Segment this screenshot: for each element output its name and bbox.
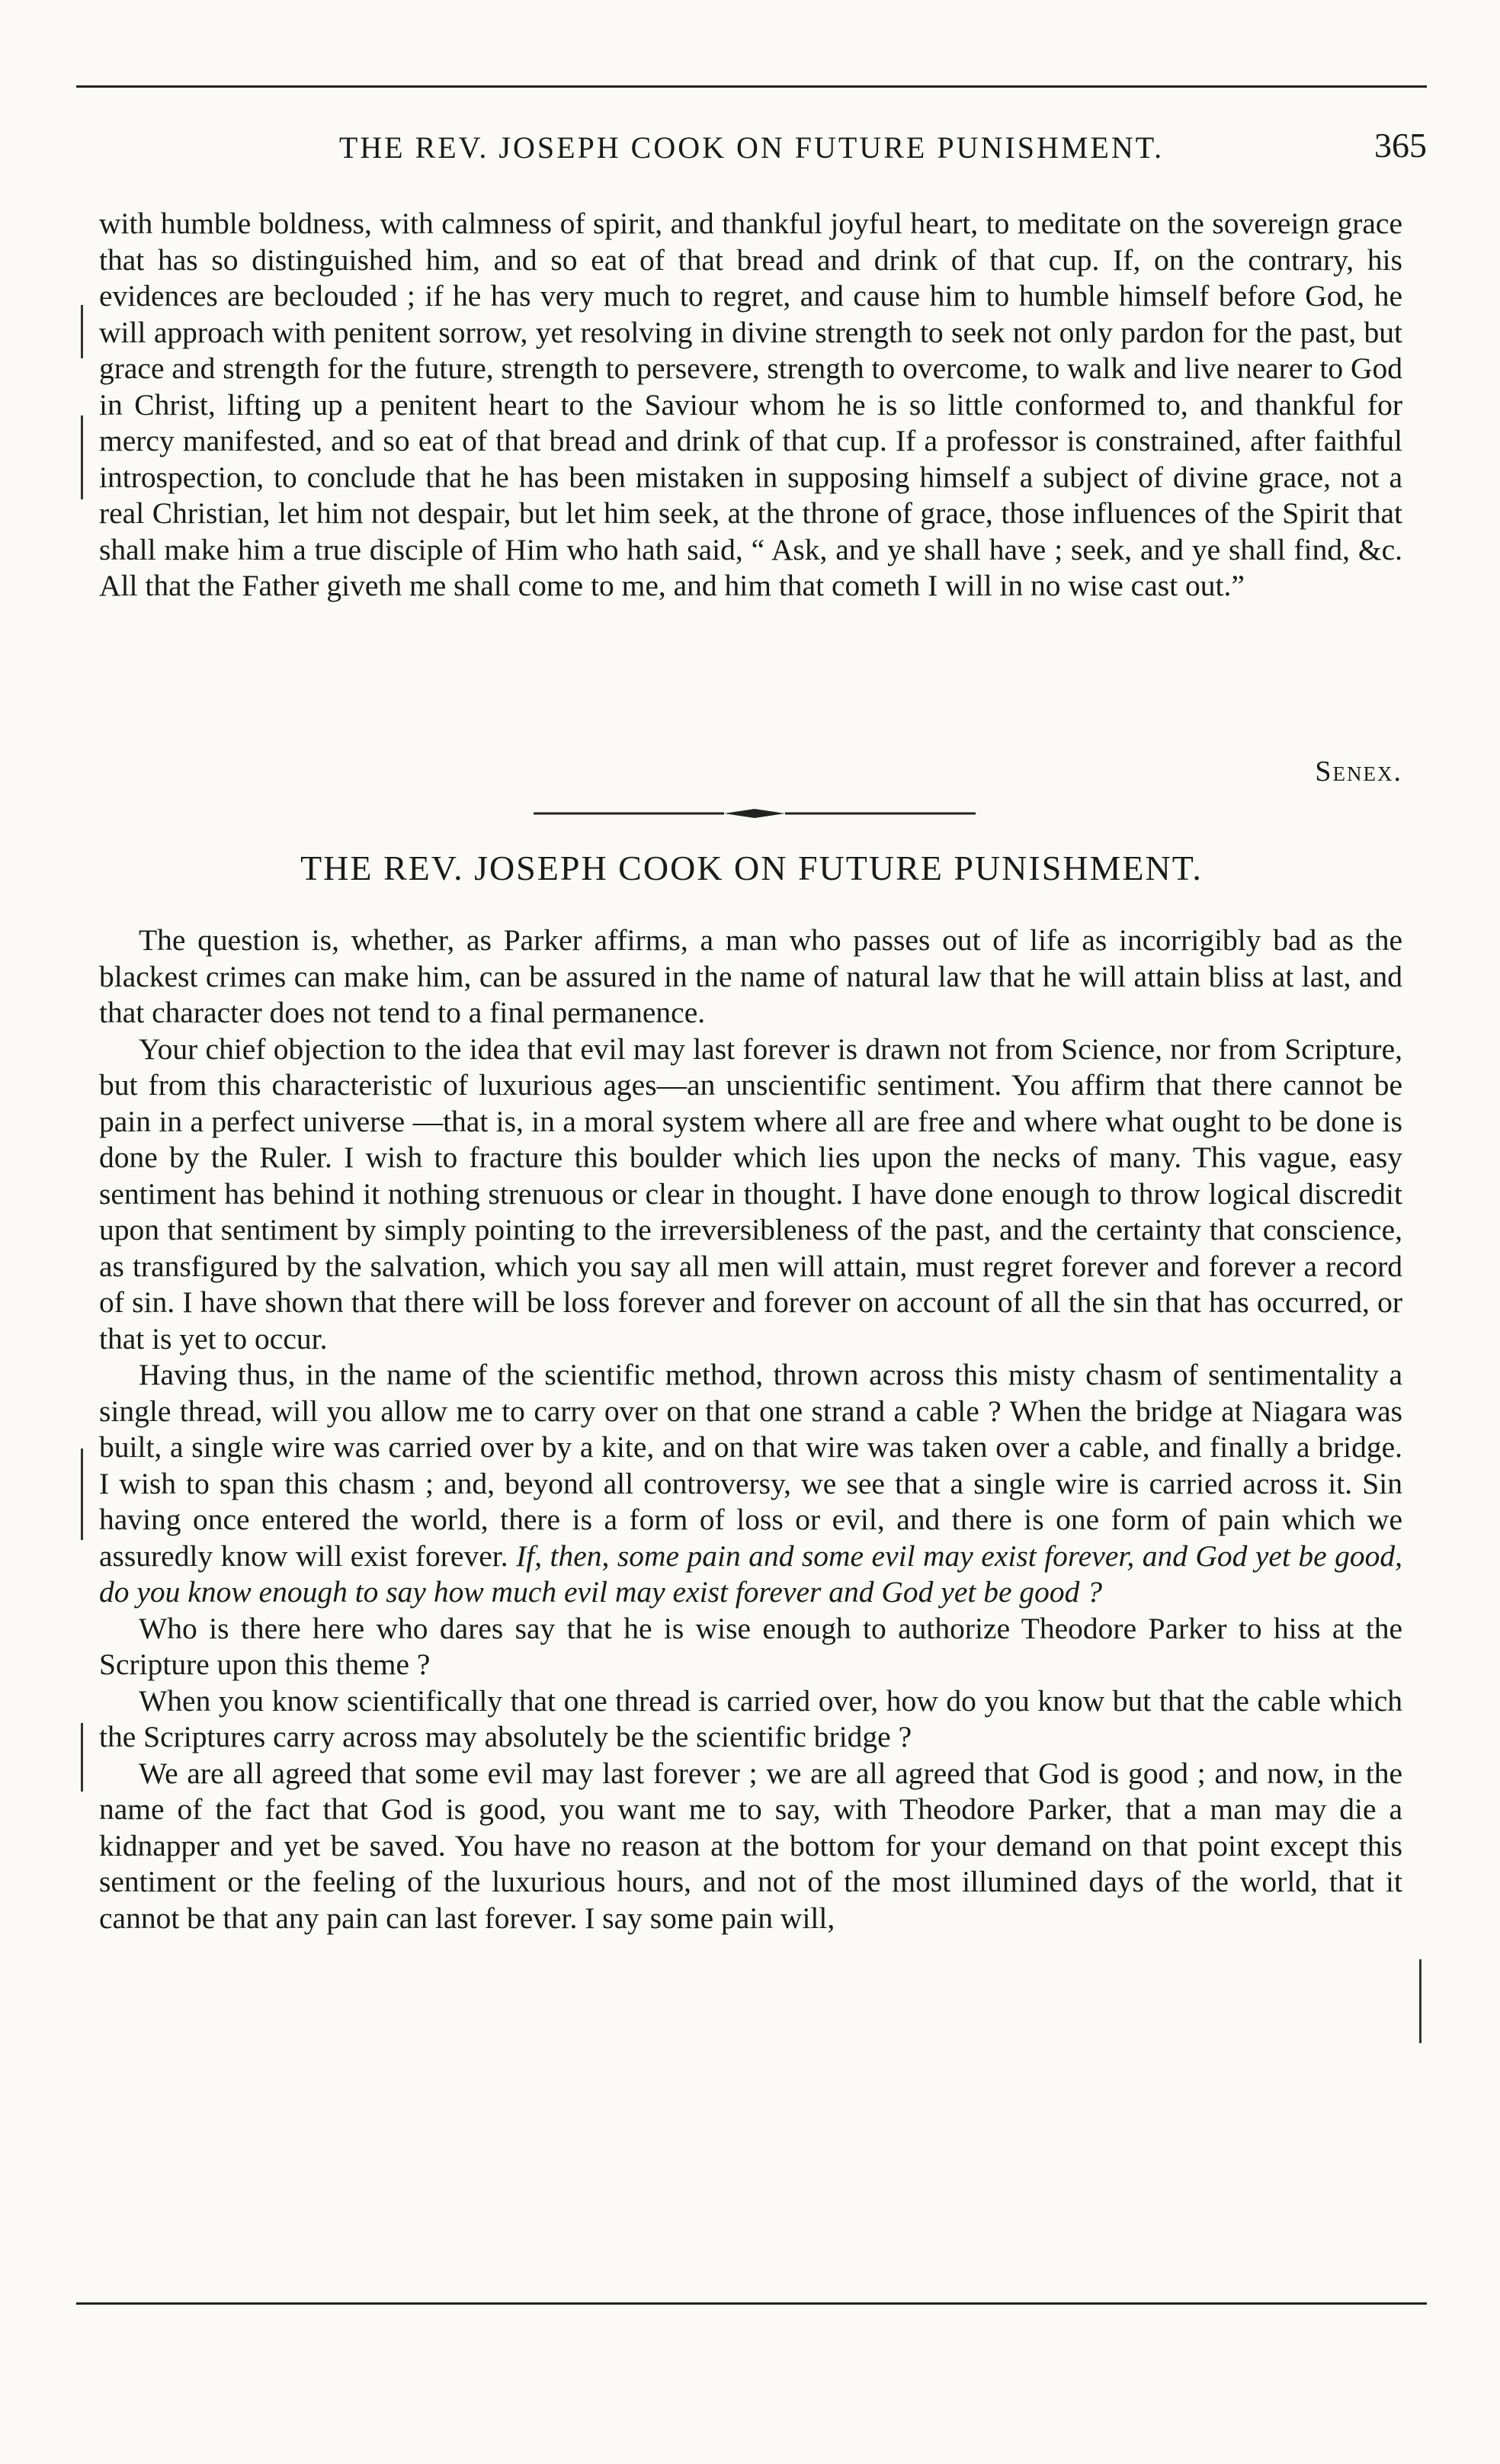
article-paragraph-2: Your chief objection to the idea that evil may last forever is drawn not from Science, nor from Scripture, but from this characteristic of luxurious ages—an unscientific sentiment. You affirm that there cannot be pain in a perfect universe —that is, in a moral system where all are free and where what ought to be done is done by the Ruler. I wish to fracture this boulder which lies upon the necks of many. This vague, easy sentiment has behind it nothing strenuous or clear in thought. I have done enough to throw logical discredit upon that sentiment by simply pointing to the irreversibleness of the past, and the certainty that conscience, as transfigured by the salvation, which you say all men will attain, must regret forever and forever a record of sin. I have shown that there will be loss forever and forever on account of all the sin that has occurred, or that is yet to occur. [99,1031,1402,1356]
header-top-rule [76,85,1427,88]
previous-article-text [99,206,1402,605]
running-title: THE REV. JOSEPH COOK ON FUTURE PUNISHMENT. [338,130,1165,165]
article-paragraph-4: Who is there here who dares say that he is wise enough to authorize Theodore Parker to hiss at the Scripture upon this theme ? [99,1611,1402,1681]
article-paragraph-1: The question is, whether, as Parker affirms, a man who passes out of life as incorrigibly bad as the blackest crimes can make him, can be assured in the name of natural law that he will attain bliss at last, and that character does not tend to a final permanence. [99,923,1402,1029]
article-body [99,922,1402,1936]
margin-mark [1419,1959,1421,2043]
margin-mark [81,1449,83,1540]
section-divider-ornament [534,806,976,821]
margin-mark [81,305,83,358]
page-number: 365 [1374,126,1427,165]
page-bottom-rule [76,2302,1427,2305]
author-signature: Senex. [1315,756,1402,788]
margin-mark [81,1723,83,1792]
paragraph-3-text: Having thus, in the name of the scientific method, thrown across this misty chasm of sentimentality a single thread, will you allow me to carry over on that one strand a cable ? When the bridge at Niagara was built, a single wire was carried over by a kite, and on that wire was taken over a cable, and finally a bridge. I wish to span this chasm ; and, beyond all controversy, we see that a single wire is carried across it. Sin having once entered the world, there is a form of loss or evil, and there is one form of pain which we assuredly know will exist forever. [99,1358,1402,1573]
article-paragraph-3 [99,1357,1402,1611]
article-paragraph-5: When you know scientifically that one thread is carried over, how do you know but that the cable which the Scriptures carry across may absolutely be the scientific bridge ? [99,1683,1402,1753]
previous-article-paragraph: with humble boldness, with calmness of spirit, and thankful joyful heart, to meditate on the sovereign grace that has so distinguished him, and so eat of that bread and drink of that cup. If, on the contrary, his evidences are beclouded ; if he has very much to regret, and cause him to humble himself before God, he will approach with penitent sorrow, yet resolving in divine strength to seek not only pardon for the past, but grace and strength for the future, strength to persevere, strength to overcome, to walk and live nearer to God in Christ, lifting up a penitent heart to the Saviour whom he is so little conformed to, and thankful for mercy manifested, and so eat of that bread and drink of that cup. If a professor is constrained, after faithful introspection, to conclude that he has been mistaken in supposing himself a subject of divine grace, not a real Christian, let him not despair, but let him seek, at the throne of grace, those influences of the Spirit that shall make him a true disciple of Him who hath said, “ Ask, and ye shall have ; seek, and ye shall find, &c. All that the Father giveth me shall come to me, and him that cometh I will in no wise cast out.” [99,207,1402,602]
margin-mark [81,415,83,499]
article-paragraph-6: We are all agreed that some evil may last forever ; we are all agreed that God is good ; and now, in the name of the fact that God is good, you want me to say, with Theodore Parker, that a man may die a kidnapper and yet be saved. You have no reason at the bottom for your demand on that point except this sentiment or the feeling of the luxurious hours, and not of the most illumined days of the world, that it cannot be that any pain can last forever. I say some pain will, [99,1756,1402,1935]
article-title: THE REV. JOSEPH COOK ON FUTURE PUNISHMENT. [300,849,1203,887]
page-header [76,126,1427,175]
italic-question: If, then, some pain and some evil may exist forever, and God yet be good, do you know enough to say how much evil may exist forever and God yet be good ? [99,1538,1403,1609]
